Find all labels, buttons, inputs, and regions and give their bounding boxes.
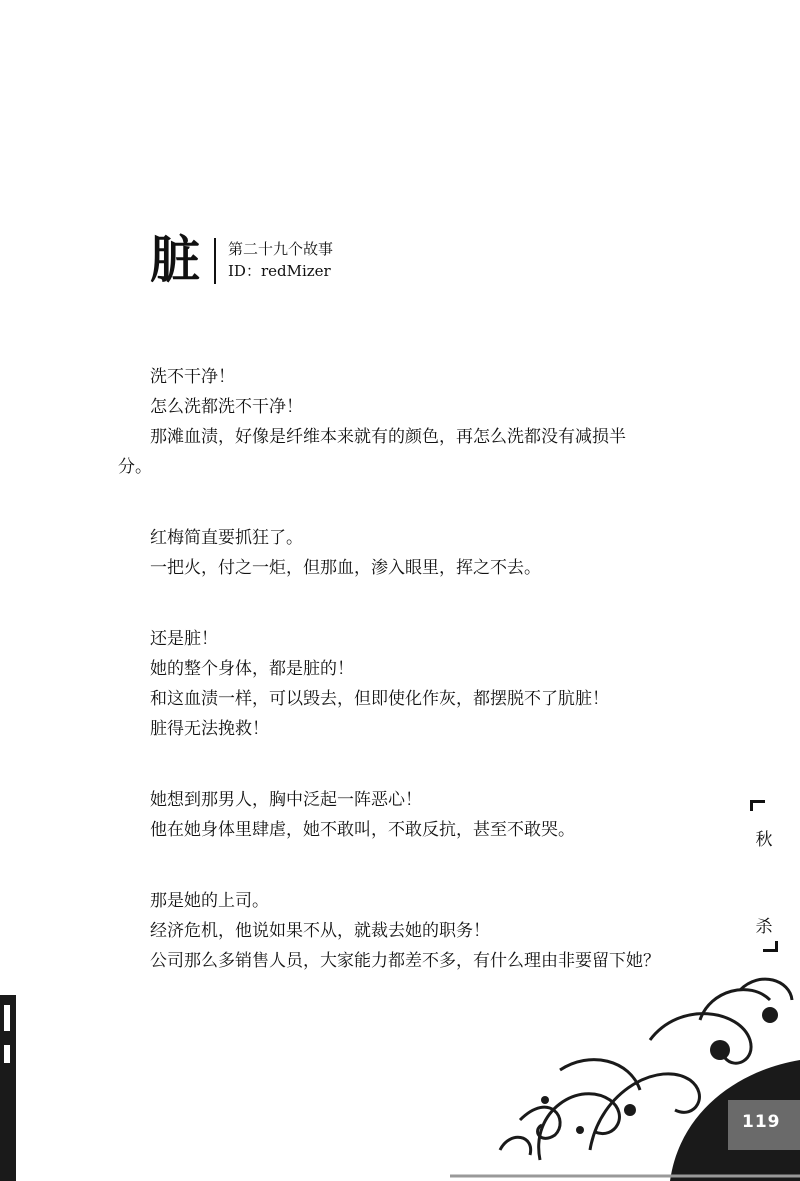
text-line: 公司那么多销售人员，大家能力都差不多，有什么理由非要留下她？ — [150, 951, 660, 971]
page-edge-decoration — [0, 995, 16, 1181]
swirl-ornament-icon — [440, 960, 800, 1181]
text-line: 红梅简直要抓狂了。 — [150, 528, 303, 548]
bracket-top-icon — [750, 800, 765, 811]
story-label: 第二十九个故事 — [228, 240, 334, 258]
author-id: ID：redMizer — [228, 262, 331, 280]
paragraph — [118, 785, 718, 845]
paragraph — [118, 523, 718, 583]
text-line: 分。 — [118, 457, 152, 477]
chapter-subtitle — [228, 238, 333, 282]
text-line: 经济危机，他说如果不从，就裁去她的职务！ — [150, 921, 490, 941]
chapter-title-char: 脏 — [150, 230, 200, 289]
text-line: 那滩血渍，好像是纤维本来就有的颜色，再怎么洗都没有减损半 — [150, 427, 626, 447]
text-line: 脏得无法挽救！ — [150, 719, 269, 739]
text-line: 和这血渍一样，可以毁去，但即使化作灰，都摆脱不了肮脏！ — [150, 689, 609, 709]
text-line: 一把火，付之一炬，但那血，渗入眼里，挥之不去。 — [150, 558, 541, 578]
text-line: 还是脏！ — [150, 629, 218, 649]
paragraph — [118, 362, 718, 482]
section-side-tab — [744, 800, 784, 952]
page-number: 119 — [742, 1112, 781, 1132]
side-tab-char: 秋 — [755, 830, 773, 850]
title-divider — [214, 238, 216, 284]
paragraph — [118, 624, 718, 744]
side-tab-char: 杀 — [755, 917, 773, 937]
story-body — [118, 362, 718, 1017]
text-line: 洗不干净！ — [150, 367, 235, 387]
text-line: 她想到那男人，胸中泛起一阵恶心！ — [150, 790, 422, 810]
bracket-bottom-icon — [763, 941, 778, 952]
text-line: 怎么洗都洗不干净！ — [150, 397, 303, 417]
text-line: 她的整个身体，都是脏的！ — [150, 659, 354, 679]
text-line: 那是她的上司。 — [150, 891, 269, 911]
text-line: 他在她身体里肆虐，她不敢叫，不敢反抗，甚至不敢哭。 — [150, 820, 575, 840]
